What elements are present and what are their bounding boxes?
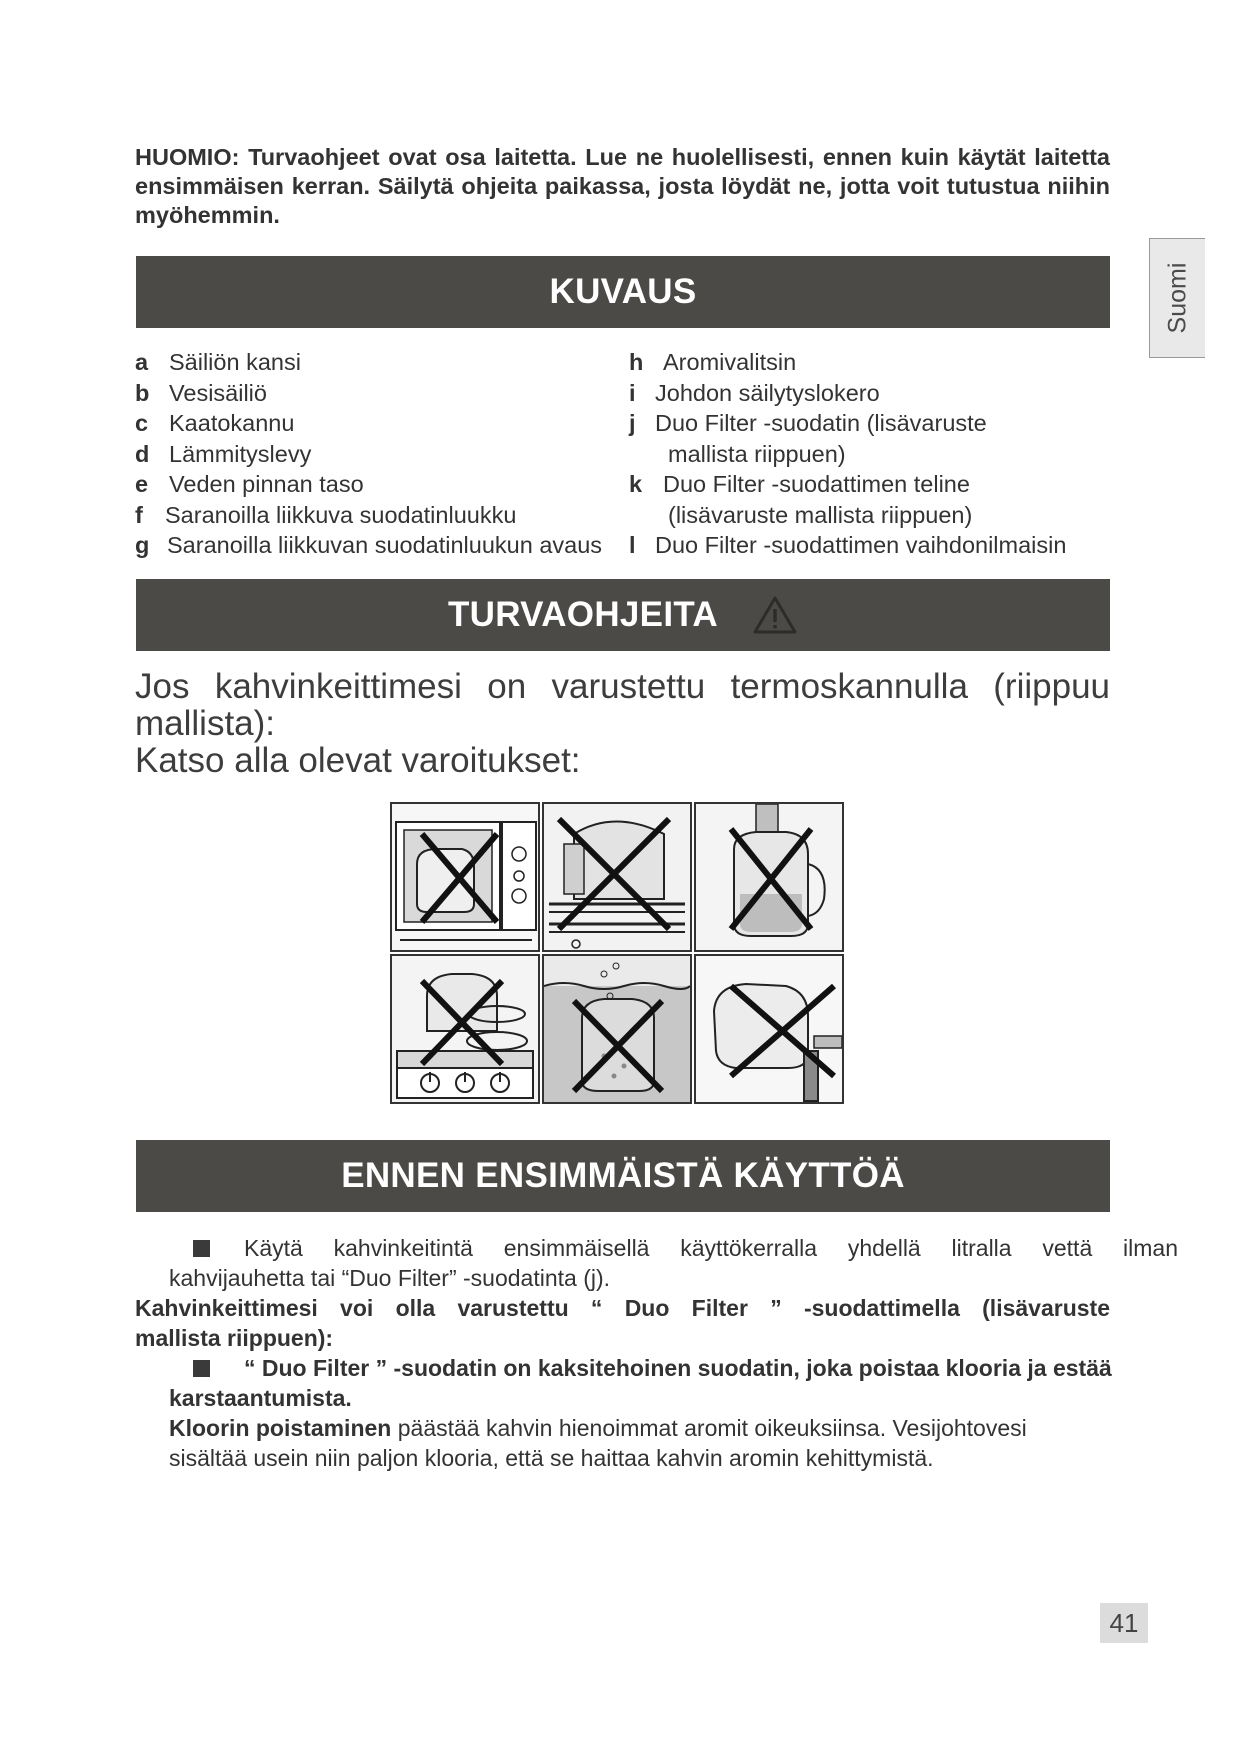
bullet-square-icon bbox=[193, 1360, 210, 1377]
language-tab-label: Suomi bbox=[1163, 262, 1191, 334]
bullet-line-cont: karstaantumista. bbox=[169, 1385, 352, 1411]
chlorine-line: sisältää usein niin paljon klooria, että se haittaa kahvin aromin kehittymistä. bbox=[169, 1445, 934, 1471]
bullet-line-cont: kahvijauhetta tai “Duo Filter” -suodatinta (j). bbox=[169, 1265, 611, 1291]
page-number: 41 bbox=[1100, 1603, 1148, 1643]
lead-line: Katso alla olevat varoitukset: bbox=[135, 741, 581, 780]
section-title: ENNEN ENSIMMÄISTÄ KÄYTTÖÄ bbox=[341, 1156, 905, 1195]
section-header-turvaohjeita bbox=[136, 579, 1110, 651]
lead-line: mallista): bbox=[135, 704, 276, 743]
list-item: k Duo Filter -suodattimen teline bbox=[629, 471, 970, 497]
before-use-text bbox=[135, 1233, 1178, 1473]
list-item: i Johdon säilytyslokero bbox=[629, 379, 880, 406]
warning-triangle-icon bbox=[752, 595, 798, 635]
warning-image-dishwasher bbox=[542, 802, 692, 952]
warning-image-microwave bbox=[390, 802, 540, 952]
bullet-square-icon bbox=[193, 1240, 210, 1257]
safety-lead bbox=[135, 668, 1110, 779]
list-item-continuation: (lisävaruste mallista riippuen) bbox=[668, 501, 973, 528]
list-item: f Saranoilla liikkuva suodatinluukku bbox=[135, 501, 517, 528]
section-title: TURVAOHJEITA bbox=[447, 595, 718, 634]
bold-line: Kahvinkeittimesi voi olla varustettu “ Duo Filter ” -suodattimella (lisävaruste bbox=[135, 1295, 1110, 1321]
lead-line: Jos kahvinkeittimesi on varustettu termoskannulla (riippuu bbox=[135, 667, 1110, 706]
section-title: KUVAUS bbox=[549, 272, 697, 311]
chlorine-line: Kloorin poistaminen päästää kahvin hienoimmat aromit oikeuksiinsa. Vesijohtovesi bbox=[169, 1415, 1027, 1441]
bullet-line: Käytä kahvinkeitintä ensimmäisellä käyttökerralla yhdellä litralla vettä ilman bbox=[135, 1233, 1178, 1263]
list-item: h Aromivalitsin bbox=[629, 349, 797, 375]
warning-image-grid bbox=[390, 802, 846, 1112]
list-item: b Vesisäiliö bbox=[135, 379, 267, 406]
section-header-ennen bbox=[136, 1140, 1110, 1212]
safety-note: HUOMIO: Turvaohjeet ovat osa laitetta. Lue ne huolellisesti, ennen kuin käytät laitetta ensimmäisen kerran. Säilytä ohjeita paikassa, josta löydät ne, jotta voit tutustua niihin myöhemmin. bbox=[135, 144, 1110, 228]
list-item: g Saranoilla liikkuvan suodatinluukun avaus bbox=[135, 532, 603, 558]
language-tab bbox=[1149, 238, 1205, 358]
bullet-line: “ Duo Filter ” -suodatin on kaksitehoinen suodatin, joka poistaa klooria ja estää bbox=[135, 1353, 1178, 1383]
section-header-kuvaus bbox=[136, 256, 1110, 328]
warning-image-hot-liquid bbox=[694, 802, 844, 952]
list-item: d Lämmityslevy bbox=[135, 440, 312, 467]
warning-image-heater bbox=[694, 954, 844, 1104]
description-list-right bbox=[629, 347, 1066, 561]
warning-image-immersion bbox=[542, 954, 692, 1104]
list-item: e Veden pinnan taso bbox=[135, 471, 364, 497]
list-item: a Säiliön kansi bbox=[135, 349, 301, 375]
list-item-continuation: mallista riippuen) bbox=[668, 440, 846, 467]
list-item: c Kaatokannu bbox=[135, 410, 295, 436]
list-item: j Duo Filter -suodatin (lisävaruste bbox=[629, 410, 987, 436]
list-item: l Duo Filter -suodattimen vaihdonilmaisin bbox=[629, 532, 1067, 558]
description-list-left bbox=[135, 347, 602, 561]
warning-image-stove bbox=[390, 954, 540, 1104]
bold-line: mallista riippuen): bbox=[135, 1325, 334, 1351]
